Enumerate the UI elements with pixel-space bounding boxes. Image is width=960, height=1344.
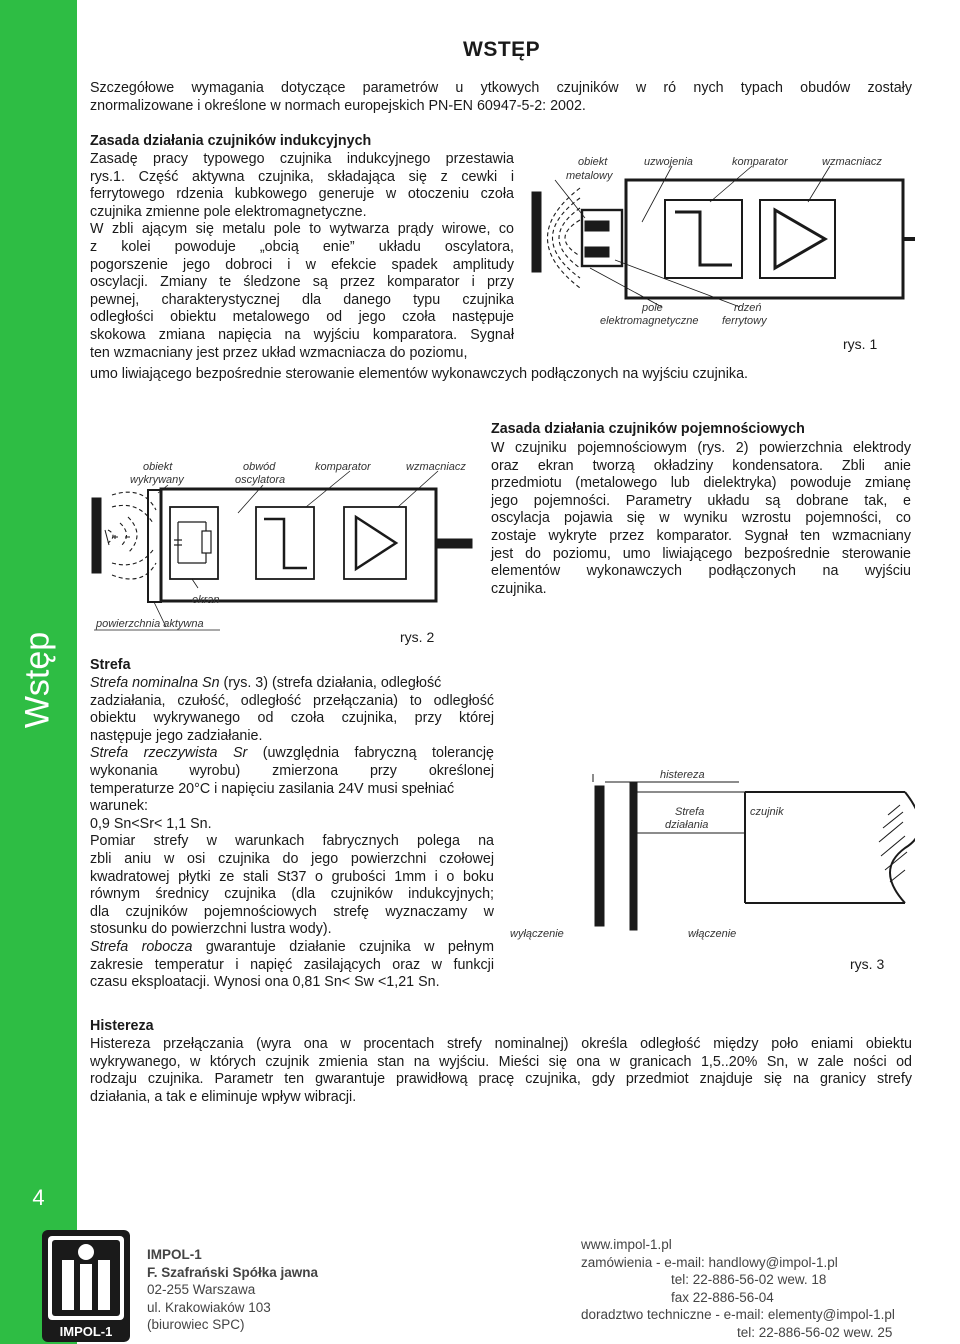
technical-email[interactable]: doradztwo techniczne - e-mail: elementy@impol-1.pl [581,1307,895,1322]
strefa-heading: Strefa [90,657,131,673]
strefa-line: stosunku do powierzchni lustra wody). [90,921,332,938]
website-link[interactable]: www.impol-1.pl [581,1237,672,1252]
fig1-label-metalowy: metalowy [566,170,613,182]
logo-text: IMPOL-1 [59,1324,113,1339]
fig1-label-wzmacniacz: wzmacniacz [822,156,882,168]
sidebar-section-label: Wstęp [18,631,57,729]
strefa-line: następuje jego zadziałanie. [90,727,263,744]
strefa-line: obiektu wykrywanego od czoła czujnika, przy której [90,710,494,727]
term-strefa-rzeczywista: Strefa rzeczywista Sr [90,745,248,762]
comparator-symbol [675,212,732,265]
comparator-symbol [264,519,307,568]
inductive-heading: Zasada działania czujników indukcyjnych [90,133,372,149]
strefa-line: czasu eksploatacji. Wynosi ona 0,81 Sn< Sw <1,21 Sn. [90,974,440,991]
fig1-label-rdzen: rdzeń [734,302,762,314]
capacitive-line: jego pojemności. Parametry układu są dobrane tak, e [491,492,911,509]
company-name: IMPOL-1 [147,1247,202,1262]
field-lines [548,188,581,288]
figure-2-capacitive-diagram [88,455,483,655]
strefa-sw-text: gwarantuje działanie czujnika w pełnym [192,938,494,955]
orders-phone: tel: 22-886-56-02 wew. 18 [671,1272,827,1287]
strefa-line: zakresie temperatur i napięć zasilających oraz w funkcji [90,956,494,973]
histereza-line: rodzaju czujnika. Parametr ten gwarantuje prawidłową pracę czujnika, gdy przedmiot znajduje się na granicy strefy [90,1071,912,1088]
strefa-line: zadziałania, czułość, odległość przełączania) to odległość [90,692,494,709]
figure-1-inductive-diagram [520,150,915,360]
break-line [890,792,915,903]
inductor-symbol [202,531,211,553]
screen [148,490,161,602]
strefa-line: Pomiar strefy w warunkach fabrycznych polega na [90,833,494,850]
fig1-label-komparator: komparator [732,156,788,168]
company-info [147,1246,318,1334]
capacitive-line: oscylacja pojawia się w wyniku wzrostu pojemności, co [491,510,911,527]
fig3-label-dzialania: działania [665,819,709,831]
inductive-line: oscylacji. Zmiany te śledzone są przez komparator i przy [90,274,514,291]
company-legal-name: F. Szafrański Spółka jawna [147,1264,319,1280]
sensor-body [626,180,903,298]
inductive-line: W zbli ającym się metalu pole to wytwarza prądy wirowe, co [90,221,514,238]
histereza-line: Histereza przełączania (wyra ona w procentach strefy nominalnej) określa odległość między poło eniami obiektu [90,1036,912,1052]
strefa-line: dla czujników pojemnościowych strefę wyznaczamy w [90,903,494,920]
contact-info [581,1236,921,1341]
strefa-line: wykonania wyrobu) zmierzona przy określonej [90,762,494,779]
technical-phone: tel: 22-886-56-02 wew. 25 [737,1324,893,1340]
term-strefa-nominalna: Strefa nominalna Sn [90,675,220,691]
inductive-line: skokowa zmiana napięcia na wyjściu komparatora. Sygnał [90,326,514,343]
inductive-line: Zasadę pracy typowego czujnika indukcyjnego przestawia [90,151,514,167]
strefa-sn-text: (rys. 3) (strefa działania, odległość [219,675,442,691]
fig3-label-wylaczenie: wyłączenie [510,928,564,940]
fig2-label-oscylatora: oscylatora [235,474,286,486]
histereza-line: działania, a tak e eliminuje wpływ wibracji. [90,1088,357,1105]
company-logo [40,1228,132,1344]
company-city: 02-255 Warszawa [147,1282,256,1297]
capacitive-line: zostaje wykryte przez komparator. Sygnał ten wzmacniany [491,527,911,544]
inductive-line: ferrytowego rdzenia kubkowego generuje w otoczeniu czoła [90,186,514,203]
fig2-label-powierzchnia: powierzchnia aktywna [96,618,204,630]
strefa-sr-text: (uwzględnia fabryczną tolerancję [247,745,495,762]
strefa-line: warunek: [90,798,149,815]
plate-off [630,782,637,930]
fig1-label-ferrytowy: ferrytowy [722,315,767,327]
fig3-label-strefa: Strefa [675,806,705,818]
sidebar [0,0,77,1344]
capacitive-line: W czujniku pojemnościowym (rys. 2) powierzchnia elektrody [491,440,911,456]
inductive-line: odległości obiektu metalowego od jego czoła następuje [90,309,514,326]
strefa-line: zbli aniu w osi czujnika do jego powierzchni czołowej [90,850,494,867]
capacitive-heading: Zasada działania czujników pojemnościowych [491,421,805,437]
fig2-label-obiekt: obiekt [143,461,173,473]
fig2-caption: rys. 2 [400,629,435,645]
strefa-line-sr [90,745,494,763]
fig3-label-wlaczenie: włączenie [688,928,737,940]
inductive-line: ten wzmacniany jest przez układ wzmacniacza do poziomu, [90,344,468,361]
fig1-label-pole: pole [642,302,663,314]
page-number: 4 [32,1185,45,1210]
intro-line: znormalizowane i określone w normach europejskich PN-EN 60947-5-2: 2002. [90,97,586,114]
inductive-line: pewnej, charakterystycznej dla danego typu czujnika [90,291,514,308]
orders-email[interactable]: zamówienia - e-mail: handlowy@impol-1.pl [581,1254,838,1270]
histereza-line: wykrywanego, w których czujnik zmienia stan na wyjściu. Mieści się ona w granicach 1,5..20% Sn, w zale ności od [90,1053,912,1070]
figure-3-hysteresis-diagram [505,760,915,945]
page-title: WSTĘP [463,38,541,61]
histereza-heading: Histereza [90,1018,154,1034]
inductive-line: pogorszenie jego dobroci i w efekcie spadek amplitudy [90,256,514,273]
inductive-last-line: umo liwiającego bezpośrednie sterowanie elementów wykonawczych podłączonych na wyjściu czujnika. [90,366,748,382]
fig1-label-uzwojenia: uzwojenia [644,156,693,168]
fig1-label-obiekt: obiekt [578,156,608,168]
metal-object [532,192,541,272]
intro-paragraph [90,80,912,115]
strefa-line-sw [90,939,494,957]
fig3-label-histereza: histereza [660,769,705,781]
company-building: (biurowiec SPC) [147,1317,245,1332]
fig3-label-czujnik: czujnik [750,806,784,818]
inductive-paragraph [90,151,514,362]
capacitive-line: oraz ekran tworzą okładziny kondensatora. Zbli anie [491,457,911,474]
capacitive-line: elementów wykonawczych podłączonych na wyjściu [491,563,911,580]
inductive-line: czujnika zmienne pole elektromagnetyczne. [90,203,367,220]
coil-core-housing [582,210,622,266]
strefa-line-temperature: temperaturze 20°C i napięciu zasilania 24V musi spełniać [90,780,455,797]
fig2-label-wykrywany: wykrywany [130,474,184,486]
capacitive-line: jest do poziomu, umo liwiającego bezpośrednie sterowanie [491,545,911,562]
inductive-line: z kolei powoduje „obcią enie” układu oscylatora, [90,238,514,255]
strefa-line: kwadratowej płytki ze stali St37 o grubości 1mm i o boku [90,868,494,885]
capacitive-line: przedmiotu (metalowego lub dielektryka) powoduje zmianę [491,475,911,492]
fig1-caption: rys. 1 [843,336,878,352]
fax-number: fax 22-886-56-04 [671,1289,774,1305]
histereza-paragraph [90,1036,912,1106]
capacitive-line: czujnika. [491,580,547,597]
fig2-label-wzmacniacz: wzmacniacz [406,461,466,473]
strefa-line-sn [90,675,494,693]
strefa-formula: 0,9 Sn<Sr< 1,1 Sn. [90,815,212,832]
fig2-label-komparator: komparator [315,461,371,473]
strefa-line: równym średnicy czujnika (dla czujników indukcyjnych; [90,886,494,903]
amplifier-symbol [775,210,825,268]
term-strefa-robocza: Strefa robocza [90,938,193,955]
detected-object [92,498,101,573]
fig2-label-ekran: ekran [192,594,220,606]
plate-on [595,786,604,926]
capacitive-paragraph [491,440,911,598]
intro-line: Szczegółowe wymagania dotyczące parametrów u ytkowych czujników w ró nych typach obudów zostały [90,80,912,96]
amplifier-symbol [356,517,396,569]
fig1-label-elektromagnetyczne: elektromagnetyczne [600,315,699,327]
company-street: ul. Krakowiaków 103 [147,1299,271,1315]
fig3-caption: rys. 3 [850,956,885,972]
strefa-paragraph [90,675,494,992]
output-lead [436,539,472,548]
inductive-line: rys.1. Część aktywna czujnika, składająca się z cewki i [90,168,514,185]
fig2-label-obwod: obwód [243,461,276,473]
